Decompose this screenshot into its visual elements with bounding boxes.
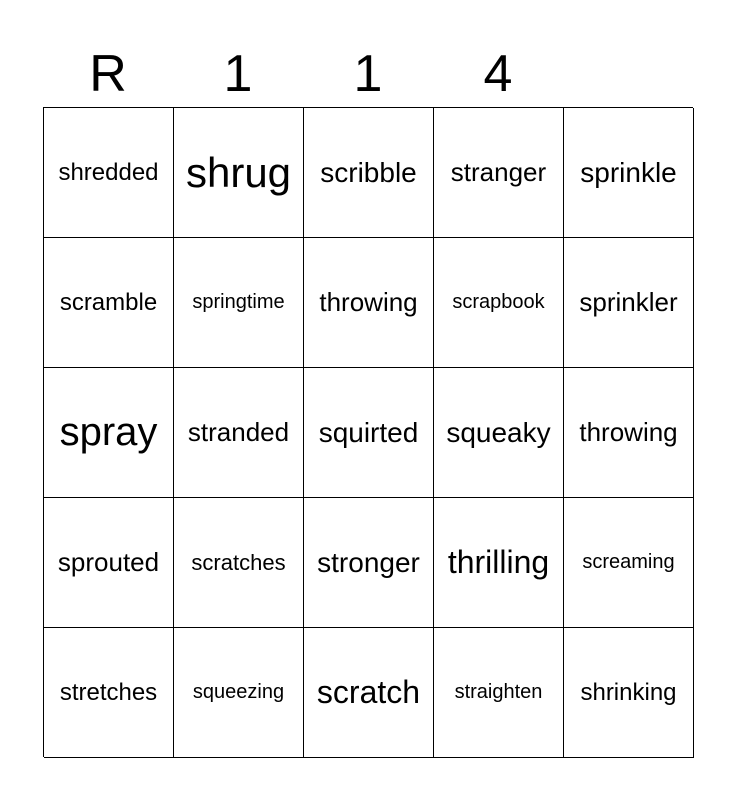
bingo-header [43, 42, 693, 106]
header-letter-5 [563, 42, 693, 106]
bingo-cell[interactable]: scratch [304, 628, 434, 758]
bingo-cell[interactable]: scribble [304, 108, 434, 238]
bingo-cell[interactable]: scramble [44, 238, 174, 368]
bingo-cell[interactable]: squeezing [174, 628, 304, 758]
bingo-cell[interactable]: shrinking [564, 628, 694, 758]
bingo-cell[interactable]: scratches [174, 498, 304, 628]
bingo-cell[interactable]: stretches [44, 628, 174, 758]
header-letter-2: 1 [223, 45, 253, 103]
bingo-cell[interactable]: springtime [174, 238, 304, 368]
header-letter-1: R [89, 45, 127, 103]
bingo-cell[interactable]: stronger [304, 498, 434, 628]
bingo-cell[interactable]: stranded [174, 368, 304, 498]
bingo-cell[interactable]: straighten [434, 628, 564, 758]
bingo-cell[interactable]: sprinkle [564, 108, 694, 238]
bingo-cell[interactable]: thrilling [434, 498, 564, 628]
bingo-board [43, 107, 693, 757]
bingo-cell[interactable]: shredded [44, 108, 174, 238]
bingo-cell[interactable]: squirted [304, 368, 434, 498]
bingo-cell[interactable]: squeaky [434, 368, 564, 498]
bingo-cell[interactable]: sprouted [44, 498, 174, 628]
bingo-cell[interactable]: stranger [434, 108, 564, 238]
bingo-cell[interactable]: shrug [174, 108, 304, 238]
bingo-cell[interactable]: throwing [564, 368, 694, 498]
bingo-cell[interactable]: sprinkler [564, 238, 694, 368]
bingo-cell[interactable]: scrapbook [434, 238, 564, 368]
header-letter-3: 1 [353, 45, 383, 103]
bingo-cell[interactable]: throwing [304, 238, 434, 368]
bingo-cell[interactable]: spray [44, 368, 174, 498]
header-letter-4: 4 [483, 45, 513, 103]
bingo-cell[interactable]: screaming [564, 498, 694, 628]
